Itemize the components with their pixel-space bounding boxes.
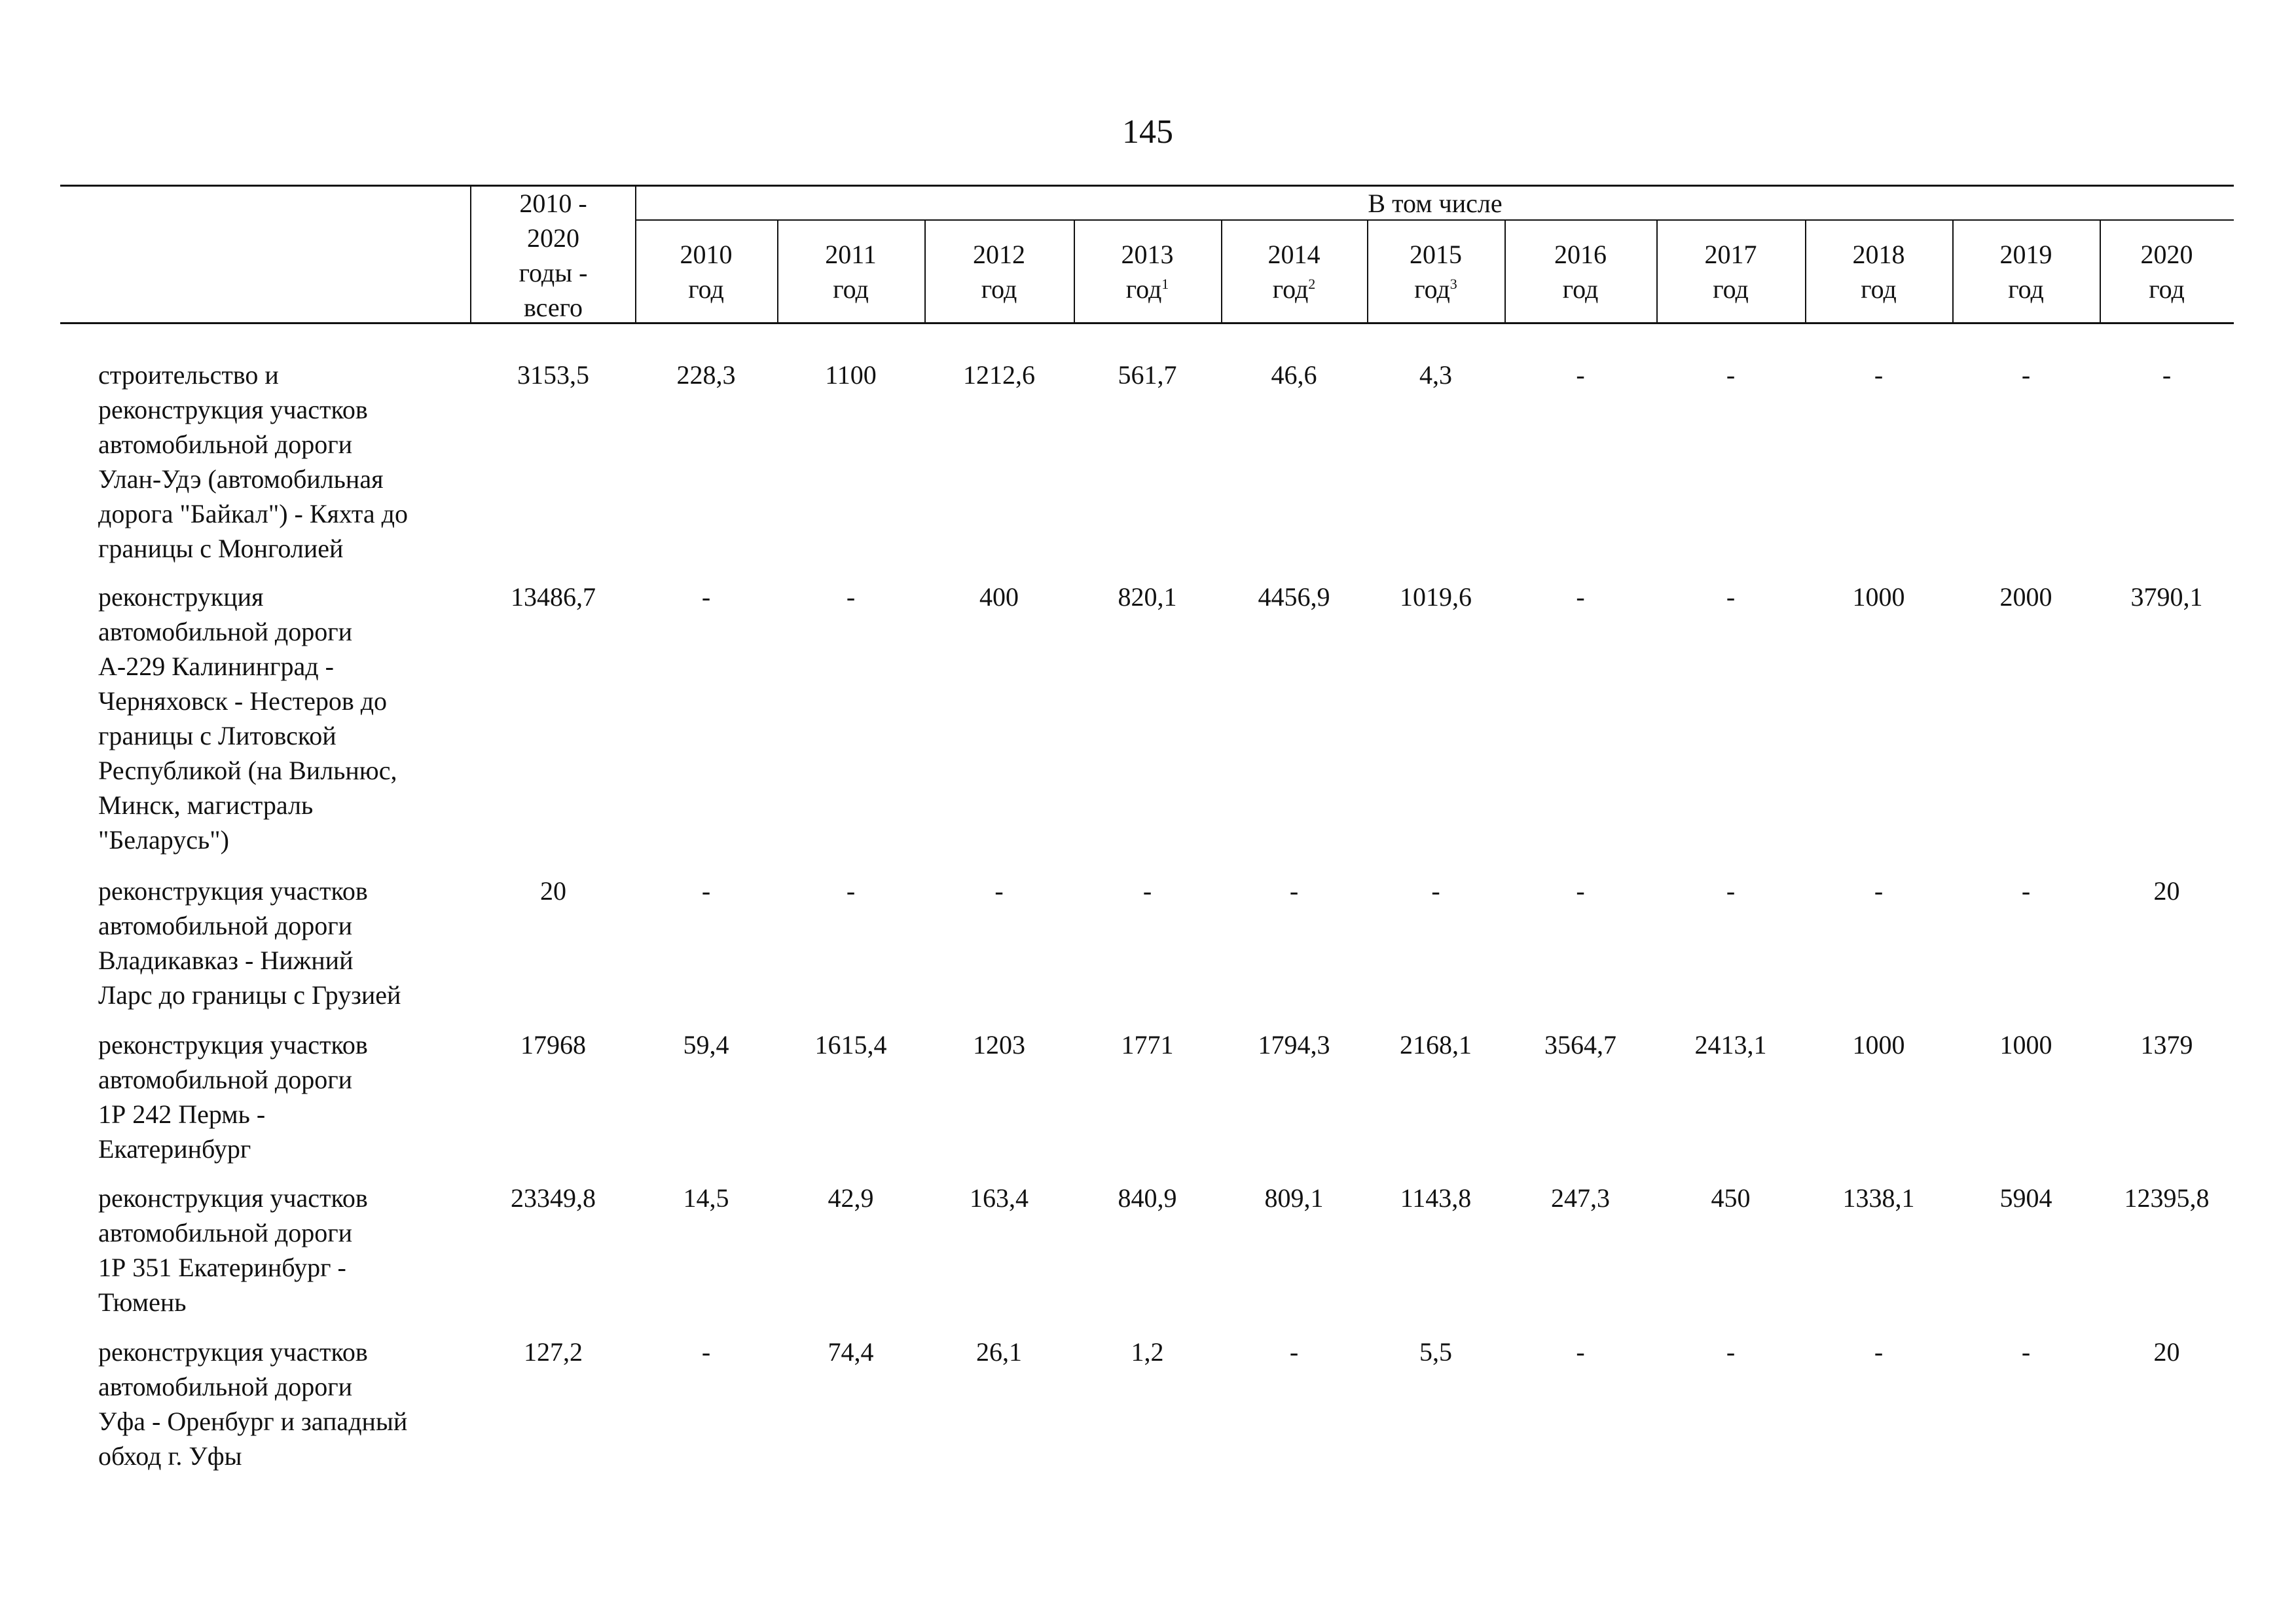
row-year-cell: 59,4 <box>683 1030 729 1060</box>
year-unit-label <box>777 272 924 306</box>
row-year-cell: 809,1 <box>1264 1183 1324 1213</box>
row-year-cell: - <box>1289 876 1299 906</box>
row-description: реконструкция автомобильной дороги А-229 Калининград - Черняховск - Нестеров до границы с Литовской Республикой (на Вильнюс, Минск, магистраль "Беларусь") <box>98 582 397 855</box>
year-label: 2013 <box>1121 240 1174 269</box>
row-year-cell: - <box>1874 360 1884 390</box>
row-description: реконструкция участков автомобильной дороги Уфа - Оренбург и западный обход г. Уфы <box>98 1337 408 1471</box>
total-column-header: 2010 - 2020 годы - всего <box>519 189 588 322</box>
year-unit-text: год <box>1272 274 1309 304</box>
year-unit-label <box>1656 272 1805 306</box>
year-unit-text: год <box>1125 274 1162 304</box>
row-year-cell: 1771 <box>1121 1030 1174 1060</box>
row-year-cell: 5,5 <box>1419 1337 1452 1367</box>
row-description: реконструкция участков автомобильной дороги 1Р 351 Екатеринбург - Тюмень <box>98 1183 368 1317</box>
year-label: 2017 <box>1704 240 1757 269</box>
row-year-cell: - <box>1874 876 1884 906</box>
row-year-cell: 20 <box>2153 876 2180 906</box>
row-year-cell: 42,9 <box>828 1183 874 1213</box>
row-year-cell: - <box>1576 1337 1585 1367</box>
row-year-cell: 840,9 <box>1118 1183 1177 1213</box>
year-column-header <box>1952 237 2100 306</box>
year-unit-label <box>1221 272 1367 306</box>
group-header: В том числе <box>1368 189 1503 218</box>
row-year-cell: - <box>701 1337 711 1367</box>
row-year-cell: 1000 <box>1852 1030 1905 1060</box>
row-year-cell: - <box>1726 1337 1736 1367</box>
row-year-cell: - <box>846 876 856 906</box>
row-year-cell: 561,7 <box>1118 360 1177 390</box>
year-column-header <box>1074 237 1221 306</box>
row-year-cell: - <box>1576 582 1585 612</box>
row-year-cell: - <box>1576 360 1585 390</box>
year-unit-label <box>1805 272 1952 306</box>
row-year-cell: 1794,3 <box>1258 1030 1330 1060</box>
row-year-cell: 4456,9 <box>1258 582 1330 612</box>
row-year-cell: 1615,4 <box>814 1030 887 1060</box>
row-year-cell: 450 <box>1711 1183 1751 1213</box>
row-year-cell: 46,6 <box>1271 360 1317 390</box>
row-year-cell: 20 <box>2153 1337 2180 1367</box>
row-total-cell: 127,2 <box>524 1337 583 1367</box>
row-year-cell: 1212,6 <box>963 360 1035 390</box>
row-year-cell: 1338,1 <box>1842 1183 1915 1213</box>
row-year-cell: - <box>2021 1337 2031 1367</box>
row-year-cell: 14,5 <box>683 1183 729 1213</box>
year-label: 2014 <box>1267 240 1321 269</box>
year-column-header <box>1221 237 1367 306</box>
row-total-cell: 20 <box>540 876 566 906</box>
year-unit-text: год <box>833 274 869 304</box>
row-year-cell: 247,3 <box>1551 1183 1610 1213</box>
year-column-header <box>1367 237 1504 306</box>
page-number: 145 <box>1122 113 1173 151</box>
footnote-marker: 1 <box>1161 276 1169 292</box>
year-unit-text: год <box>1861 274 1897 304</box>
year-column-header <box>1656 237 1805 306</box>
year-unit-label <box>1367 272 1504 306</box>
row-year-cell: - <box>2021 876 2031 906</box>
year-unit-text: год <box>1562 274 1599 304</box>
year-column-header <box>2100 237 2234 306</box>
row-year-cell: - <box>1726 582 1736 612</box>
year-column-header <box>1504 237 1656 306</box>
year-unit-text: год <box>2008 274 2044 304</box>
year-label: 2020 <box>2140 240 2193 269</box>
row-year-cell: - <box>1726 876 1736 906</box>
year-unit-text: год <box>981 274 1017 304</box>
row-year-cell: - <box>701 582 711 612</box>
year-label: 2010 <box>680 240 733 269</box>
row-year-cell: 1019,6 <box>1400 582 1472 612</box>
year-column-header <box>924 237 1074 306</box>
row-year-cell: 74,4 <box>828 1337 874 1367</box>
year-unit-text: год <box>1713 274 1749 304</box>
row-description: реконструкция участков автомобильной дороги Владикавказ - Нижний Ларс до границы с Грузией <box>98 876 401 1010</box>
row-year-cell: - <box>1726 360 1736 390</box>
year-unit-text: год <box>2149 274 2185 304</box>
row-year-cell: 1,2 <box>1131 1337 1164 1367</box>
year-unit-label <box>1504 272 1656 306</box>
row-year-cell: 400 <box>979 582 1019 612</box>
row-year-cell: 1000 <box>1852 582 1905 612</box>
year-label: 2016 <box>1554 240 1607 269</box>
row-year-cell: - <box>2021 360 2031 390</box>
row-year-cell: 820,1 <box>1118 582 1177 612</box>
row-year-cell: - <box>1431 876 1440 906</box>
year-unit-label <box>635 272 777 306</box>
row-year-cell: - <box>1874 1337 1884 1367</box>
row-total-cell: 13486,7 <box>511 582 596 612</box>
row-description: строительство и реконструкция участков автомобильной дороги Улан-Удэ (автомобильная дорога "Байкал") - Кяхта до границы с Монголией <box>98 360 408 563</box>
year-unit-label <box>2100 272 2234 306</box>
row-year-cell: - <box>1576 876 1585 906</box>
row-year-cell: 1100 <box>825 360 877 390</box>
year-column-header <box>1805 237 1952 306</box>
row-year-cell: 2413,1 <box>1694 1030 1767 1060</box>
row-year-cell: 228,3 <box>676 360 736 390</box>
year-label: 2019 <box>1999 240 2052 269</box>
year-label: 2011 <box>825 240 877 269</box>
footnote-marker: 3 <box>1449 276 1457 292</box>
row-year-cell: - <box>701 876 711 906</box>
footnote-marker: 2 <box>1308 276 1316 292</box>
row-year-cell: 2000 <box>1999 582 2052 612</box>
row-year-cell: 163,4 <box>970 1183 1029 1213</box>
row-year-cell: 26,1 <box>976 1337 1022 1367</box>
row-year-cell: 4,3 <box>1419 360 1452 390</box>
row-year-cell: 1143,8 <box>1400 1183 1472 1213</box>
year-label: 2015 <box>1410 240 1462 269</box>
year-unit-text: год <box>1414 274 1450 304</box>
row-year-cell: - <box>994 876 1004 906</box>
row-year-cell: 1000 <box>1999 1030 2052 1060</box>
year-unit-label <box>1074 272 1221 306</box>
row-year-cell: 3790,1 <box>2130 582 2203 612</box>
header-bottom-rule <box>60 322 2234 324</box>
row-year-cell: - <box>1289 1337 1299 1367</box>
row-description: реконструкция участков автомобильной дороги 1Р 242 Пермь - Екатеринбург <box>98 1030 368 1164</box>
row-total-cell: 17968 <box>520 1030 586 1060</box>
year-unit-label <box>924 272 1074 306</box>
row-year-cell: 1379 <box>2140 1030 2193 1060</box>
year-label: 2012 <box>973 240 1025 269</box>
year-label: 2018 <box>1852 240 1905 269</box>
year-column-header <box>635 237 777 306</box>
year-unit-label <box>1952 272 2100 306</box>
row-total-cell: 3153,5 <box>517 360 589 390</box>
year-column-header <box>777 237 924 306</box>
row-year-cell: - <box>2162 360 2172 390</box>
header-divider-total <box>470 186 471 323</box>
row-year-cell: 12395,8 <box>2124 1183 2210 1213</box>
row-year-cell: - <box>1142 876 1152 906</box>
row-year-cell: 5904 <box>1999 1183 2052 1213</box>
year-unit-text: год <box>688 274 724 304</box>
row-total-cell: 23349,8 <box>511 1183 596 1213</box>
row-year-cell: 2168,1 <box>1400 1030 1472 1060</box>
row-year-cell: 1203 <box>973 1030 1025 1060</box>
row-year-cell: 3564,7 <box>1544 1030 1616 1060</box>
row-year-cell: - <box>846 582 856 612</box>
